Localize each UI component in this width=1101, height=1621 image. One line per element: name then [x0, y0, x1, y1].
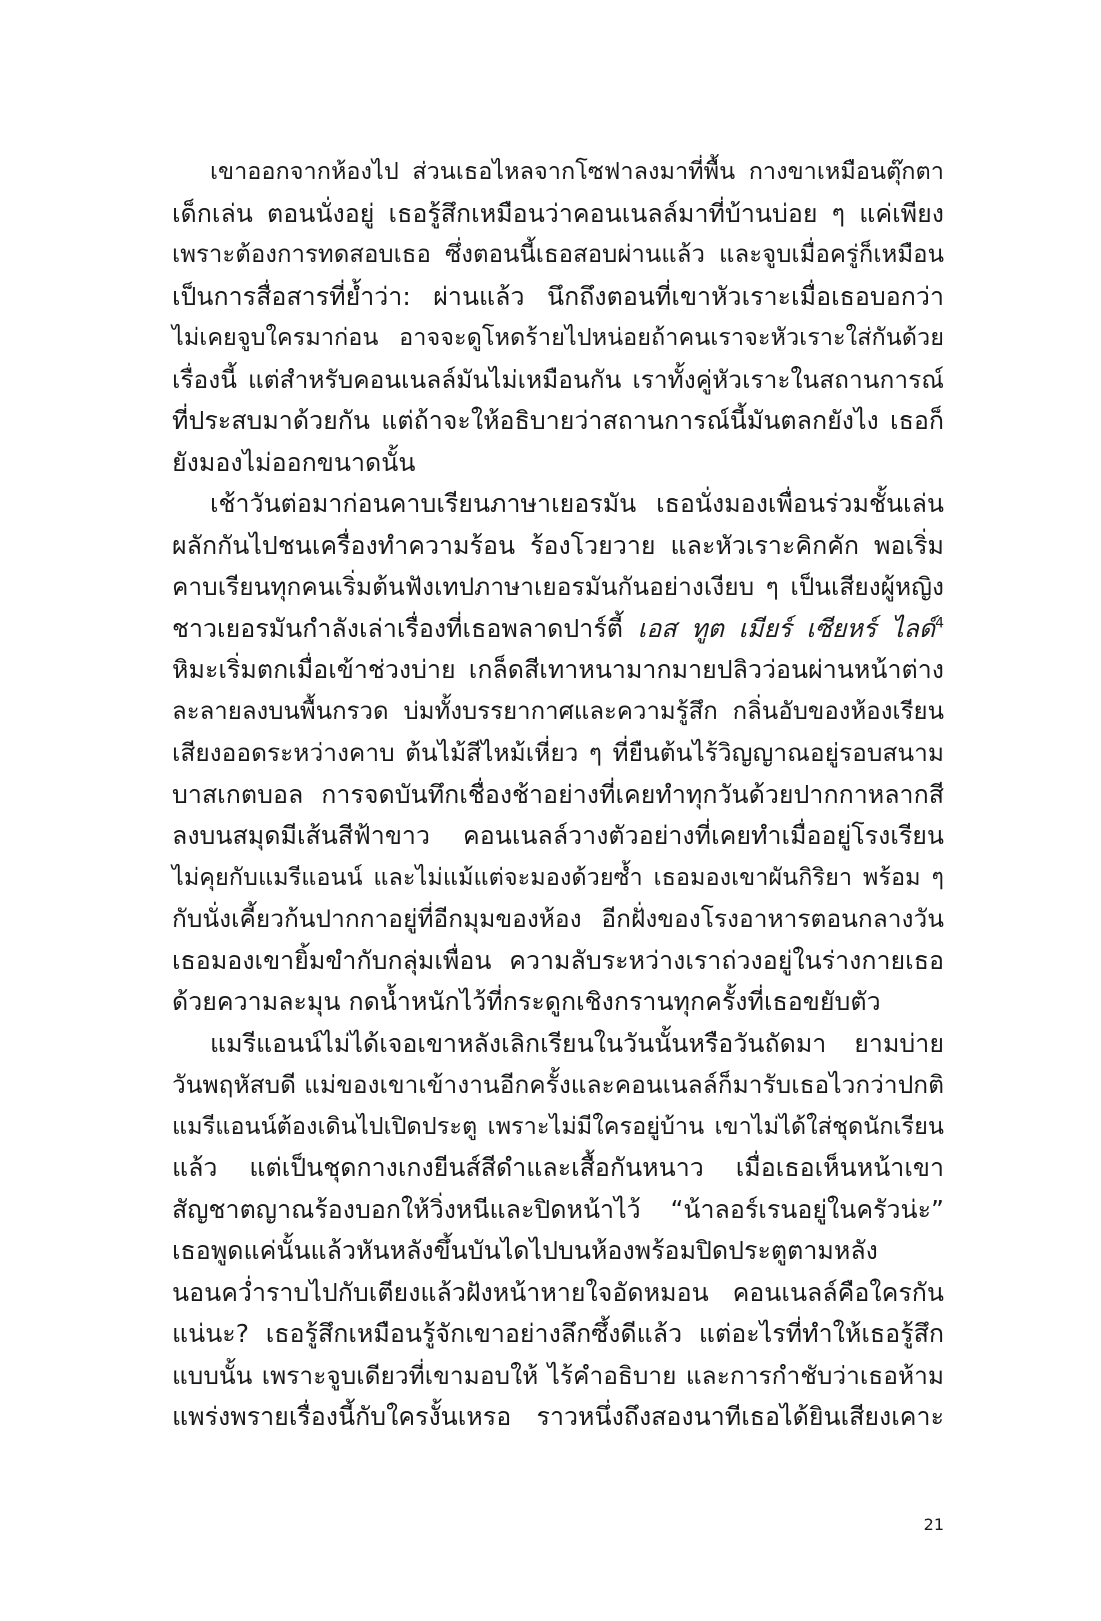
text-line-with-title — [172, 608, 944, 650]
text-line: กับนั่งเคี้ยวก้นปากกาอยู่ที่อีกมุมของห้อง อีกฝั่งของโรงอาหารตอนกลางวัน — [172, 904, 944, 933]
text-line: ผลักกันไปชนเครื่องทำความร้อน ร้องโวยวาย และหัวเราะคิกคัก พอเริ่ม — [172, 530, 944, 560]
page-number: 21 — [923, 1515, 944, 1534]
text-line: หิมะเริ่มตกเมื่อเข้าช่วงบ่าย เกล็ดสีเทาหนามากมายปลิวว่อนผ่านหน้าต่าง — [172, 655, 944, 684]
text-line: แบบนั้น เพราะจูบเดียวที่เขามอบให้ ไร้คำอธิบาย และการกำชับว่าเธอห้าม — [172, 1360, 944, 1390]
text-line: ไม่เคยจูบใครมาก่อน อาจจะดูโหดร้ายไปหน่อยถ้าคนเราจะหัวเราะใส่กันด้วย — [172, 323, 944, 351]
paragraph-2 — [172, 483, 944, 1023]
text-line: สัญชาตญาณร้องบอกให้วิ่งหนีและปิดหน้าไว้ “น้าลอร์เรนอยู่ในครัวน่ะ” — [172, 1194, 944, 1224]
text-line: แพร่งพรายเรื่องนี้กับใครงั้นเหรอ ราวหนึ่งถึงสองนาทีเธอได้ยินเสียงเคาะ — [172, 1402, 944, 1431]
text-line: ละลายลงบนพื้นกรวด บ่มทั้งบรรยากาศและความรู้สึก กลิ่นอับของห้องเรียน — [172, 696, 944, 725]
text-line: ที่ประสบมาด้วยกัน แต่ถ้าจะให้อธิบายว่าสถานการณ์นี้มันตลกยังไง เธอก็ — [172, 406, 944, 435]
text-line: เช้าวันต่อมาก่อนคาบเรียนภาษาเยอรมัน เธอนั่งมองเพื่อนร่วมชั้นเล่น — [210, 489, 944, 518]
text-line: เพราะต้องการทดสอบเธอ ซึ่งตอนนี้เธอสอบผ่านแล้ว และจูบเมื่อครู่ก็เหมือน — [172, 240, 944, 268]
text-line: ด้วยความละมุน กดน้ำหนักไว้ที่กระดูกเชิงกรานทุกครั้งที่เธอขยับตัว — [172, 987, 881, 1016]
footnote-marker: 4 — [935, 615, 944, 632]
italic-title: เอส ทูต เมียร์ เซียหร์ ไลด์ — [637, 613, 936, 643]
text-line: เธอพูดแค่นั้นแล้วหันหลังขึ้นบันไดไปบนห้องพร้อมปิดประตูตามหลัง — [172, 1236, 878, 1265]
text-line: คาบเรียนทุกคนเริ่มต้นฟังเทปภาษาเยอรมันกันอย่างเงียบ ๆ เป็นเสียงผู้หญิง — [172, 572, 944, 601]
text-line: วันพฤหัสบดี แม่ของเขาเข้างานอีกครั้งและคอนเนลล์ก็มารับเธอไวกว่าปกติ — [172, 1070, 944, 1099]
text-line: เด็กเล่น ตอนนั่งอยู่ เธอรู้สึกเหมือนว่าคอนเนลล์มาที่บ้านบ่อย ๆ แค่เพียง — [172, 198, 944, 228]
text-line: ลงบนสมุดมีเส้นสีฟ้าขาว คอนเนลล์วางตัวอย่างที่เคยทำเมื่ออยู่โรงเรียน — [172, 821, 944, 850]
text-line: เป็นการสื่อสารที่ย้ำว่า: ผ่านแล้ว นึกถึงตอนที่เขาหัวเราะเมื่อเธอบอกว่า — [172, 281, 944, 311]
text-segment: ชาวเยอรมันกำลังเล่าเรื่องที่เธอพลาดปาร์ตี้ — [172, 613, 623, 643]
paragraph-3 — [172, 1023, 944, 1438]
text-line: เขาออกจากห้องไป ส่วนเธอไหลจากโซฟาลงมาที่พื้น กางขาเหมือนตุ๊กตา — [210, 157, 944, 185]
text-line: ยังมองไม่ออกขนาดนั้น — [172, 447, 416, 477]
body-text — [172, 151, 944, 1438]
text-line: แล้ว แต่เป็นชุดกางเกงยีนส์สีดำและเสื้อกันหนาว เมื่อเธอเห็นหน้าเขา — [172, 1153, 944, 1182]
text-line: เสียงออดระหว่างคาบ ต้นไม้สีไหม้เหี่ยว ๆ ที่ยืนต้นไร้วิญญาณอยู่รอบสนาม — [172, 738, 944, 767]
text-line: ไม่คุยกับแมรีแอนน์ และไม่แม้แต่จะมองด้วยซ้ำ เธอมองเขาผันกิริยา พร้อม ๆ — [172, 862, 944, 891]
text-line: แมรีแอนน์ไม่ได้เจอเขาหลังเลิกเรียนในวันนั้นหรือวันถัดมา ยามบ่าย — [210, 1028, 944, 1058]
text-line: แมรีแอนน์ต้องเดินไปเปิดประตู เพราะไม่มีใครอยู่บ้าน เขาไม่ได้ใส่ชุดนักเรียน — [172, 1111, 944, 1140]
text-line: นอนคว่ำราบไปกับเตียงแล้วฝังหน้าหายใจอัดหมอน คอนเนลล์คือใครกัน — [172, 1277, 944, 1307]
text-line: เธอมองเขายิ้มขำกับกลุ่มเพื่อน ความลับระหว่างเราถ่วงอยู่ในร่างกายเธอ — [172, 945, 944, 975]
text-line: แน่นะ? เธอรู้สึกเหมือนรู้จักเขาอย่างลึกซึ้งดีแล้ว แต่อะไรที่ทำให้เธอรู้สึก — [172, 1319, 944, 1348]
text-line: เรื่องนี้ แต่สำหรับคอนเนลล์มันไม่เหมือนกัน เราทั้งคู่หัวเราะในสถานการณ์ — [172, 364, 944, 394]
text-line: บาสเกตบอล การจดบันทึกเชื่องช้าอย่างที่เคยทำทุกวันด้วยปากกาหลากสี — [172, 779, 944, 809]
paragraph-1 — [172, 151, 944, 483]
